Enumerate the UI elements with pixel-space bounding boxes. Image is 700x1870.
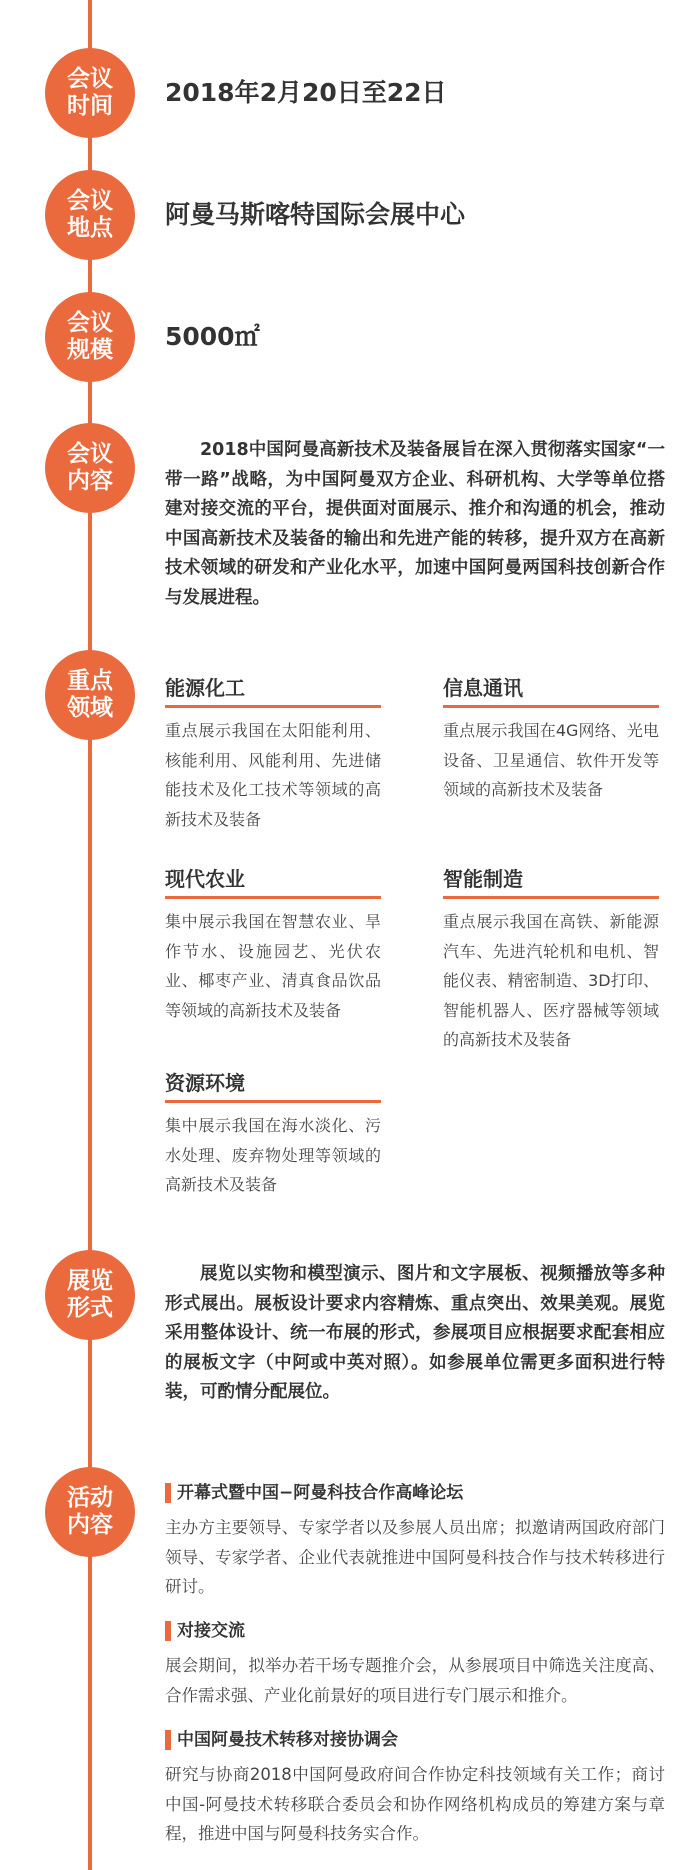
scale-badge bbox=[45, 292, 135, 382]
fields-badge bbox=[45, 650, 135, 740]
activity-title bbox=[165, 1620, 665, 1642]
fields-badge-label: 重点领域 bbox=[67, 668, 113, 721]
field-title: 智能制造 bbox=[443, 866, 659, 899]
exhibition-badge bbox=[45, 1250, 135, 1340]
content-text: 2018中国阿曼高新技术及装备展旨在深入贯彻落实国家“一带一路”战略，为中国阿曼双方企业、科研机构、大学等单位搭建对接交流的平台，提供面对面展示、推介和沟通的机会，推动中国高新技术及装备的输出和先进产能的转移，提升双方在高新技术领域的研发和产业化水平，加速中国阿曼两国科技创新合作与发展进程。 bbox=[165, 440, 665, 608]
time-value: 2018年2月20日至22日 bbox=[165, 78, 447, 107]
field-text: 重点展示我国在4G网络、光电设备、卫星通信、软件开发等领域的高新技术及装备 bbox=[443, 721, 659, 799]
activity-text: 主办方主要领导、专家学者以及参展人员出席；拟邀请两国政府部门领导、专家学者、企业代表就推进中国阿曼科技合作与技术转移进行研讨。 bbox=[165, 1518, 665, 1596]
content-badge-label: 会议内容 bbox=[67, 441, 113, 494]
time-badge bbox=[45, 48, 135, 138]
accent-bar bbox=[165, 1621, 171, 1641]
place-value: 阿曼马斯喀特国际会展中心 bbox=[165, 200, 466, 229]
scale-value: 5000㎡ bbox=[165, 322, 260, 351]
field-title: 信息通讯 bbox=[443, 675, 659, 708]
content-badge bbox=[45, 423, 135, 513]
field-text: 集中展示我国在海水淡化、污水处理、废弃物处理等领域的高新技术及装备 bbox=[165, 1116, 381, 1194]
field-manufacturing bbox=[443, 866, 659, 1055]
field-text: 重点展示我国在太阳能利用、核能利用、风能利用、先进储能技术及化工技术等领域的高新技术及装备 bbox=[165, 721, 381, 829]
field-agriculture bbox=[165, 866, 381, 1025]
activity-coordination bbox=[165, 1729, 665, 1849]
field-title: 能源化工 bbox=[165, 675, 381, 708]
field-energy bbox=[165, 675, 381, 834]
scale-badge-label: 会议规模 bbox=[67, 310, 113, 363]
field-environment bbox=[165, 1070, 381, 1200]
activity-exchange bbox=[165, 1620, 665, 1710]
place-badge bbox=[45, 170, 135, 260]
accent-bar bbox=[165, 1483, 171, 1503]
activities-badge-label: 活动内容 bbox=[67, 1485, 113, 1538]
activity-opening-forum bbox=[165, 1482, 665, 1602]
activity-title-text: 开幕式暨中国−阿曼科技合作高峰论坛 bbox=[177, 1483, 464, 1503]
activity-title-text: 中国阿曼技术转移对接协调会 bbox=[177, 1730, 398, 1750]
place-badge-label: 会议地点 bbox=[67, 188, 113, 241]
activity-title-text: 对接交流 bbox=[177, 1621, 245, 1641]
field-text: 集中展示我国在智慧农业、旱作节水、设施园艺、光伏农业、椰枣产业、清真食品饮品等领域的高新技术及装备 bbox=[165, 912, 381, 1020]
field-title: 现代农业 bbox=[165, 866, 381, 899]
activity-text: 展会期间，拟举办若干场专题推介会，从参展项目中筛选关注度高、合作需求强、产业化前景好的项目进行专门展示和推介。 bbox=[165, 1656, 665, 1705]
activity-title bbox=[165, 1729, 665, 1751]
activity-text: 研究与协商2018中国阿曼政府间合作协定科技领域有关工作；商讨中国-阿曼技术转移联合委员会和协作网络机构成员的筹建方案与章程，推进中国与阿曼科技务实合作。 bbox=[165, 1765, 665, 1843]
activity-title bbox=[165, 1482, 665, 1504]
field-text: 重点展示我国在高铁、新能源汽车、先进汽轮机和电机、智能仪表、精密制造、3D打印、智能机器人、医疗器械等领域的高新技术及装备 bbox=[443, 912, 659, 1049]
field-telecom bbox=[443, 675, 659, 805]
exhibition-text: 展览以实物和模型演示、图片和文字展板、视频播放等多种形式展出。展板设计要求内容精炼、重点突出、效果美观。展览采用整体设计、统一布展的形式，参展项目应根据要求配套相应的展板文字（中阿或中英对照）。如参展单位需更多面积进行特装，可酌情分配展位。 bbox=[165, 1264, 665, 1402]
activities-badge bbox=[45, 1467, 135, 1557]
accent-bar bbox=[165, 1730, 171, 1750]
exhibition-badge-label: 展览形式 bbox=[67, 1268, 113, 1321]
field-title: 资源环境 bbox=[165, 1070, 381, 1103]
time-badge-label: 会议时间 bbox=[67, 66, 113, 119]
timeline-line bbox=[88, 0, 92, 1870]
